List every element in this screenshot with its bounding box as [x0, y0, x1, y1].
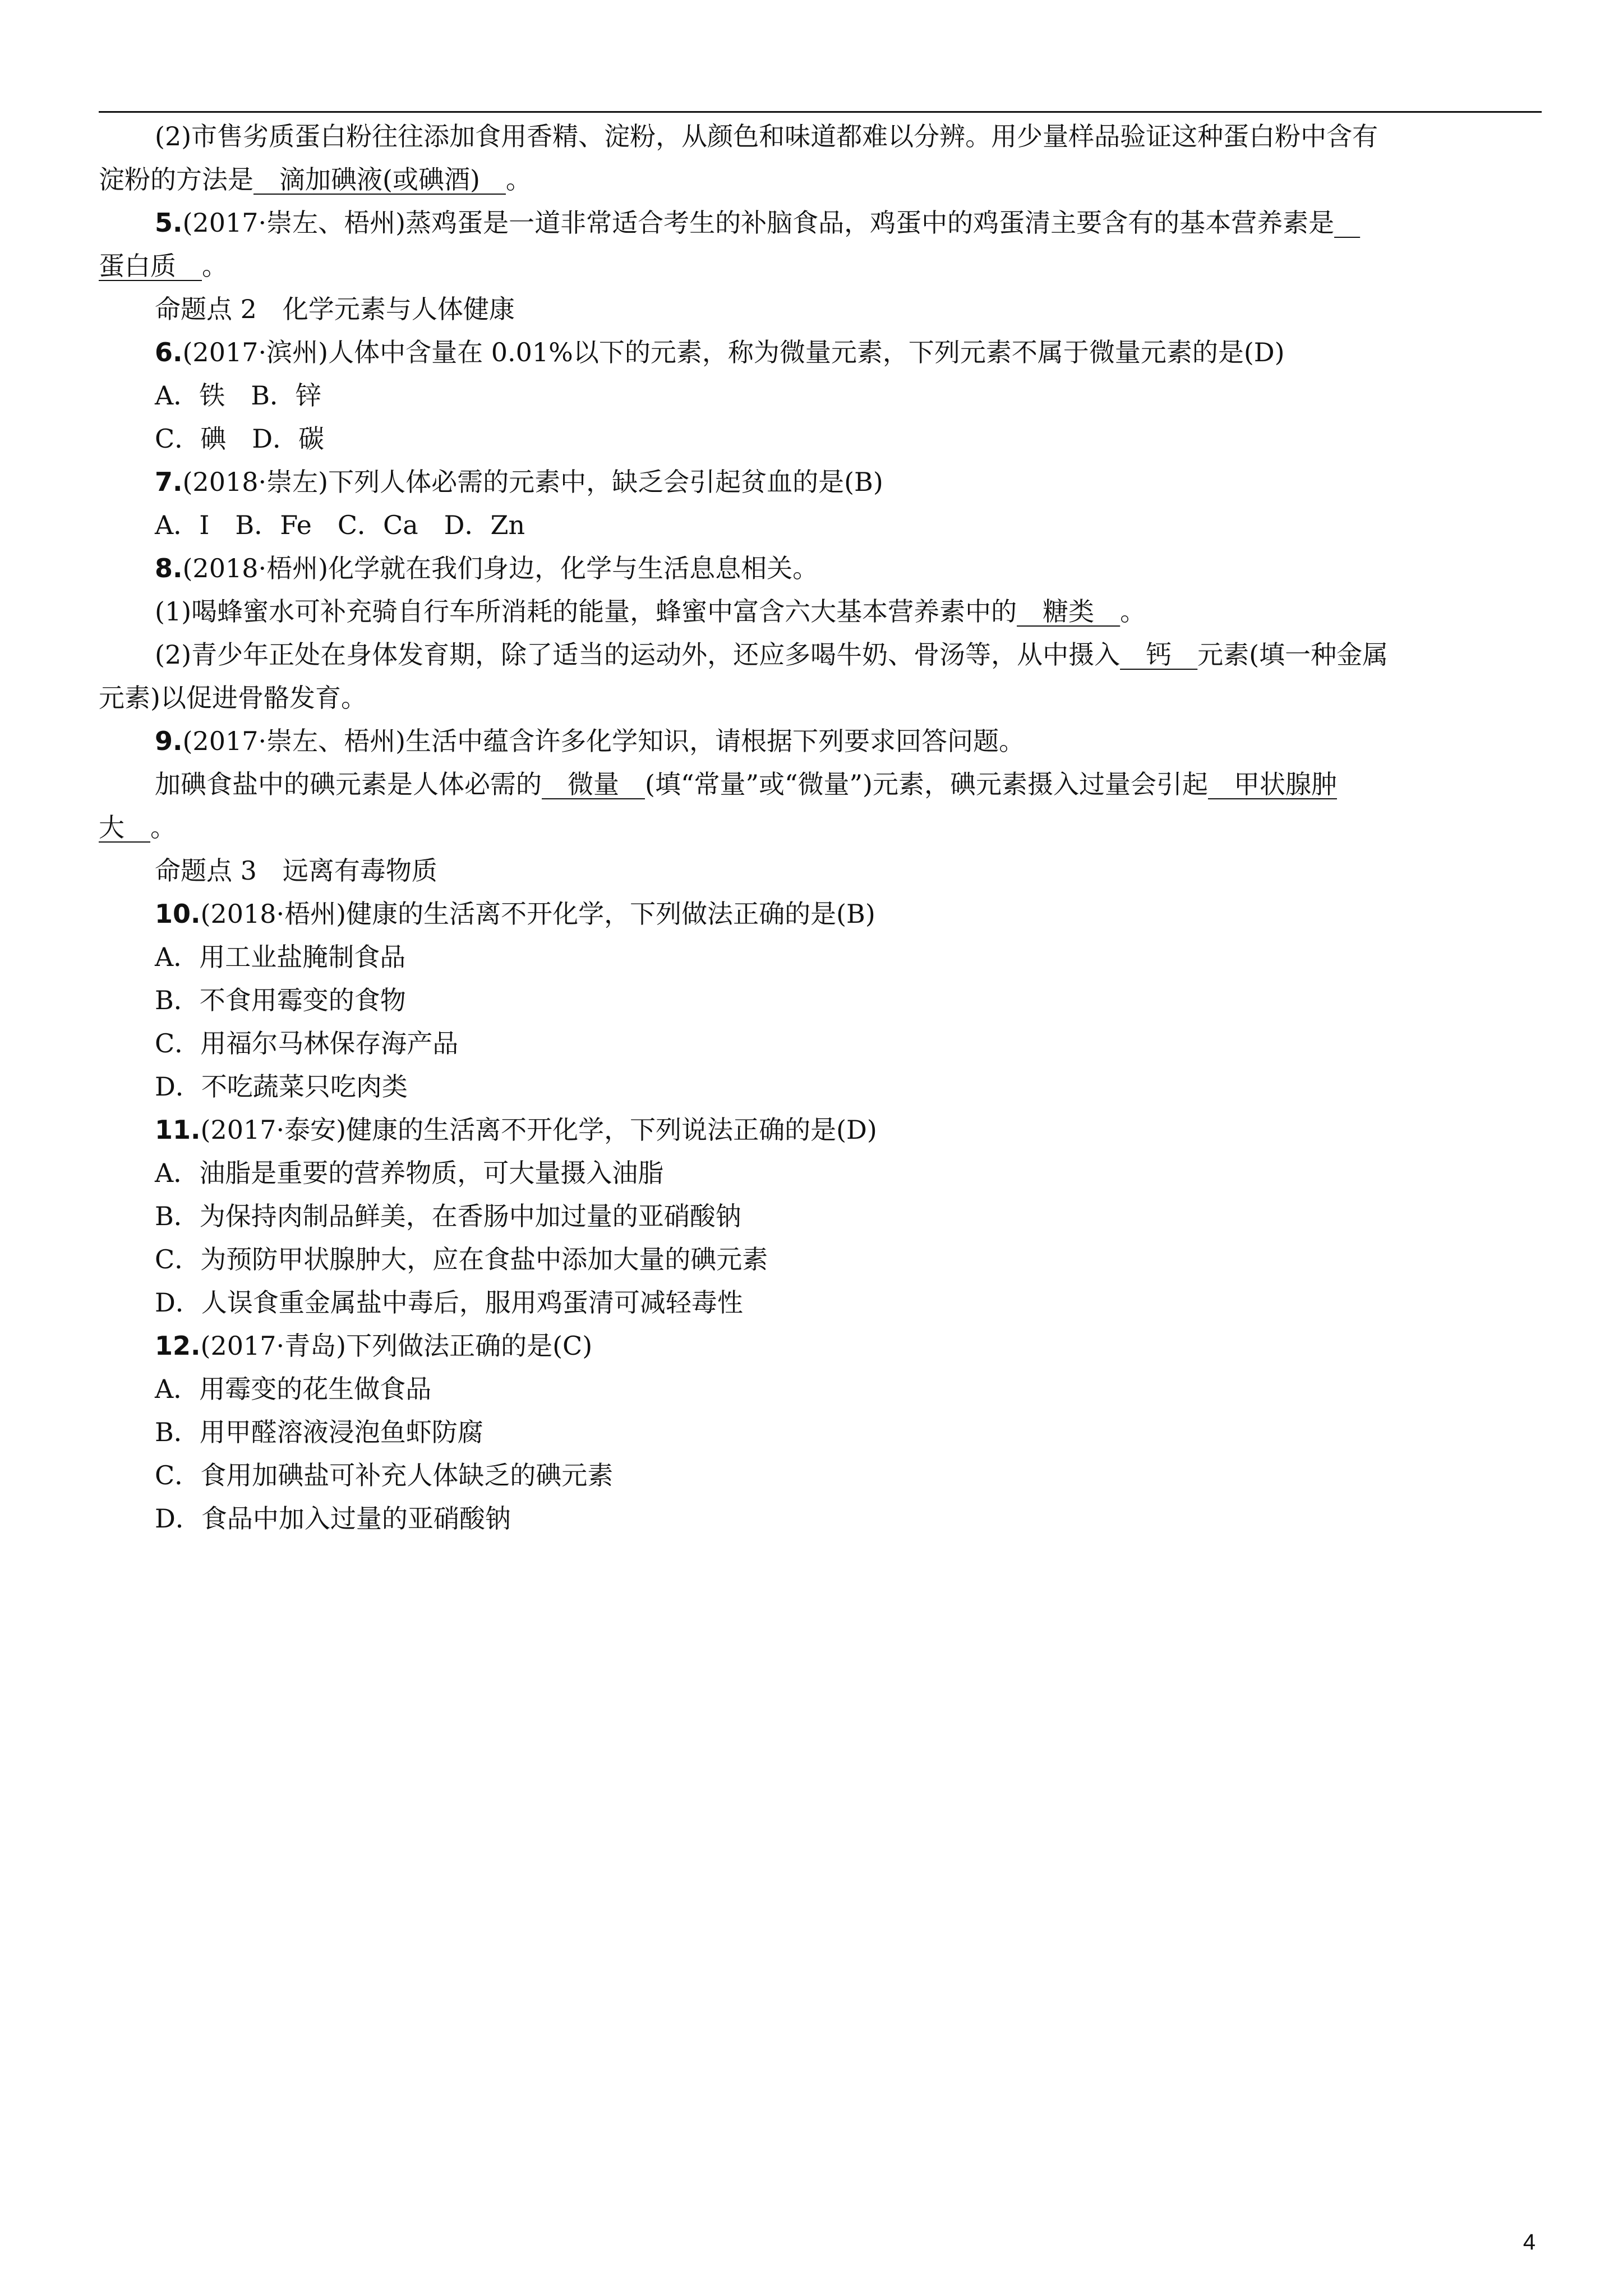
q11-stem: 11.(2017·泰安)健康的生活离不开化学，下列说法正确的是(D)	[155, 1115, 877, 1145]
q7-stem: 7.(2018·崇左)下列人体必需的元素中，缺乏会引起贫血的是(B)	[155, 467, 883, 497]
q8-part1: (1)喝蜂蜜水可补充骑自行车所消耗的能量，蜂蜜中富含六大基本营养素中的__糖类__。	[155, 596, 1146, 627]
answer-blank: __糖类__	[1017, 596, 1121, 627]
q11-option-b: B．为保持肉制品鲜美，在香肠中加过量的亚硝酸钠	[155, 1201, 741, 1231]
q6-options-row1: A．铁 B．锌	[155, 380, 322, 411]
worksheet-body	[99, 115, 1542, 1540]
q12-option-d: D．食品中加入过量的亚硝酸钠	[155, 1503, 511, 1534]
q5-line1: 5.(2017·崇左、梧州)蒸鸡蛋是一道非常适合考生的补脑食品，鸡蛋中的鸡蛋清主要含有的基本营养素是__	[155, 208, 1361, 238]
q11-option-d: D．人误食重金属盐中毒后，服用鸡蛋清可减轻毒性	[155, 1287, 743, 1318]
answer-blank: __钙__	[1120, 639, 1198, 670]
q10-option-c: C．用福尔马林保存海产品	[155, 1028, 459, 1059]
q10-stem: 10.(2018·梧州)健康的生活离不开化学，下列做法正确的是(B)	[155, 899, 875, 929]
q6-options-row2: C．碘 D．碳	[155, 424, 325, 454]
q8-part2-line2: 元素)以促进骨骼发育。	[99, 683, 367, 713]
q10-option-d: D．不吃蔬菜只吃肉类	[155, 1071, 408, 1102]
q12-option-b: B．用甲醛溶液浸泡鱼虾防腐	[155, 1417, 483, 1447]
q6-stem: 6.(2017·滨州)人体中含量在 0.01%以下的元素，称为微量元素，下列元素不属于微量元素的是(D)	[155, 337, 1285, 367]
q10-option-b: B．不食用霉变的食物	[155, 985, 406, 1015]
q10-option-a: A．用工业盐腌制食品	[155, 942, 406, 972]
q4-part2-line2: 淀粉的方法是__滴加碘液(或碘酒)__。	[99, 164, 532, 195]
q11-option-c: C．为预防甲状腺肿大，应在食盐中添加大量的碘元素	[155, 1244, 768, 1274]
header-rule	[99, 111, 1542, 113]
q5-line2: 蛋白质__。	[99, 251, 228, 281]
q9-line2: 大__。	[99, 812, 176, 843]
q12-option-a: A．用霉变的花生做食品	[155, 1374, 432, 1404]
q8-part2-line1: (2)青少年正处在身体发育期，除了适当的运动外，还应多喝牛奶、骨汤等，从中摄入__钙__元素(填一种金属	[155, 639, 1389, 670]
q11-option-a: A．油脂是重要的营养物质，可大量摄入油脂	[155, 1158, 664, 1188]
section-heading-2: 命题点 2 化学元素与人体健康	[155, 294, 515, 324]
q9-stem: 9.(2017·崇左、梧州)生活中蕴含许多化学知识，请根据下列要求回答问题。	[155, 726, 1025, 756]
q7-options: A．I B．Fe C．Ca D．Zn	[155, 510, 525, 540]
answer-blank: __滴加碘液(或碘酒)__	[253, 164, 506, 195]
q9-line1: 加碘食盐中的碘元素是人体必需的__微量__(填“常量”或“微量”)元素，碘元素摄入过量会引起__甲状腺肿	[155, 769, 1337, 799]
q12-option-c: C．食用加碘盐可补充人体缺乏的碘元素	[155, 1460, 614, 1490]
answer-blank: 大__	[99, 812, 150, 843]
q8-stem: 8.(2018·梧州)化学就在我们身边，化学与生活息息相关。	[155, 553, 819, 583]
answer-blank: 蛋白质__	[99, 251, 202, 281]
answer-blank: __微量__	[542, 769, 645, 799]
q4-part2-line1: (2)市售劣质蛋白粉往往添加食用香精、淀粉，从颜色和味道都难以分辨。用少量样品验证这种蛋白粉中含有	[155, 121, 1378, 151]
page-number: 4	[1523, 2230, 1536, 2254]
answer-blank: __甲状腺肿	[1207, 769, 1337, 799]
section-heading-3: 命题点 3 远离有毒物质	[155, 855, 437, 886]
q12-stem: 12.(2017·青岛)下列做法正确的是(C)	[155, 1331, 593, 1361]
